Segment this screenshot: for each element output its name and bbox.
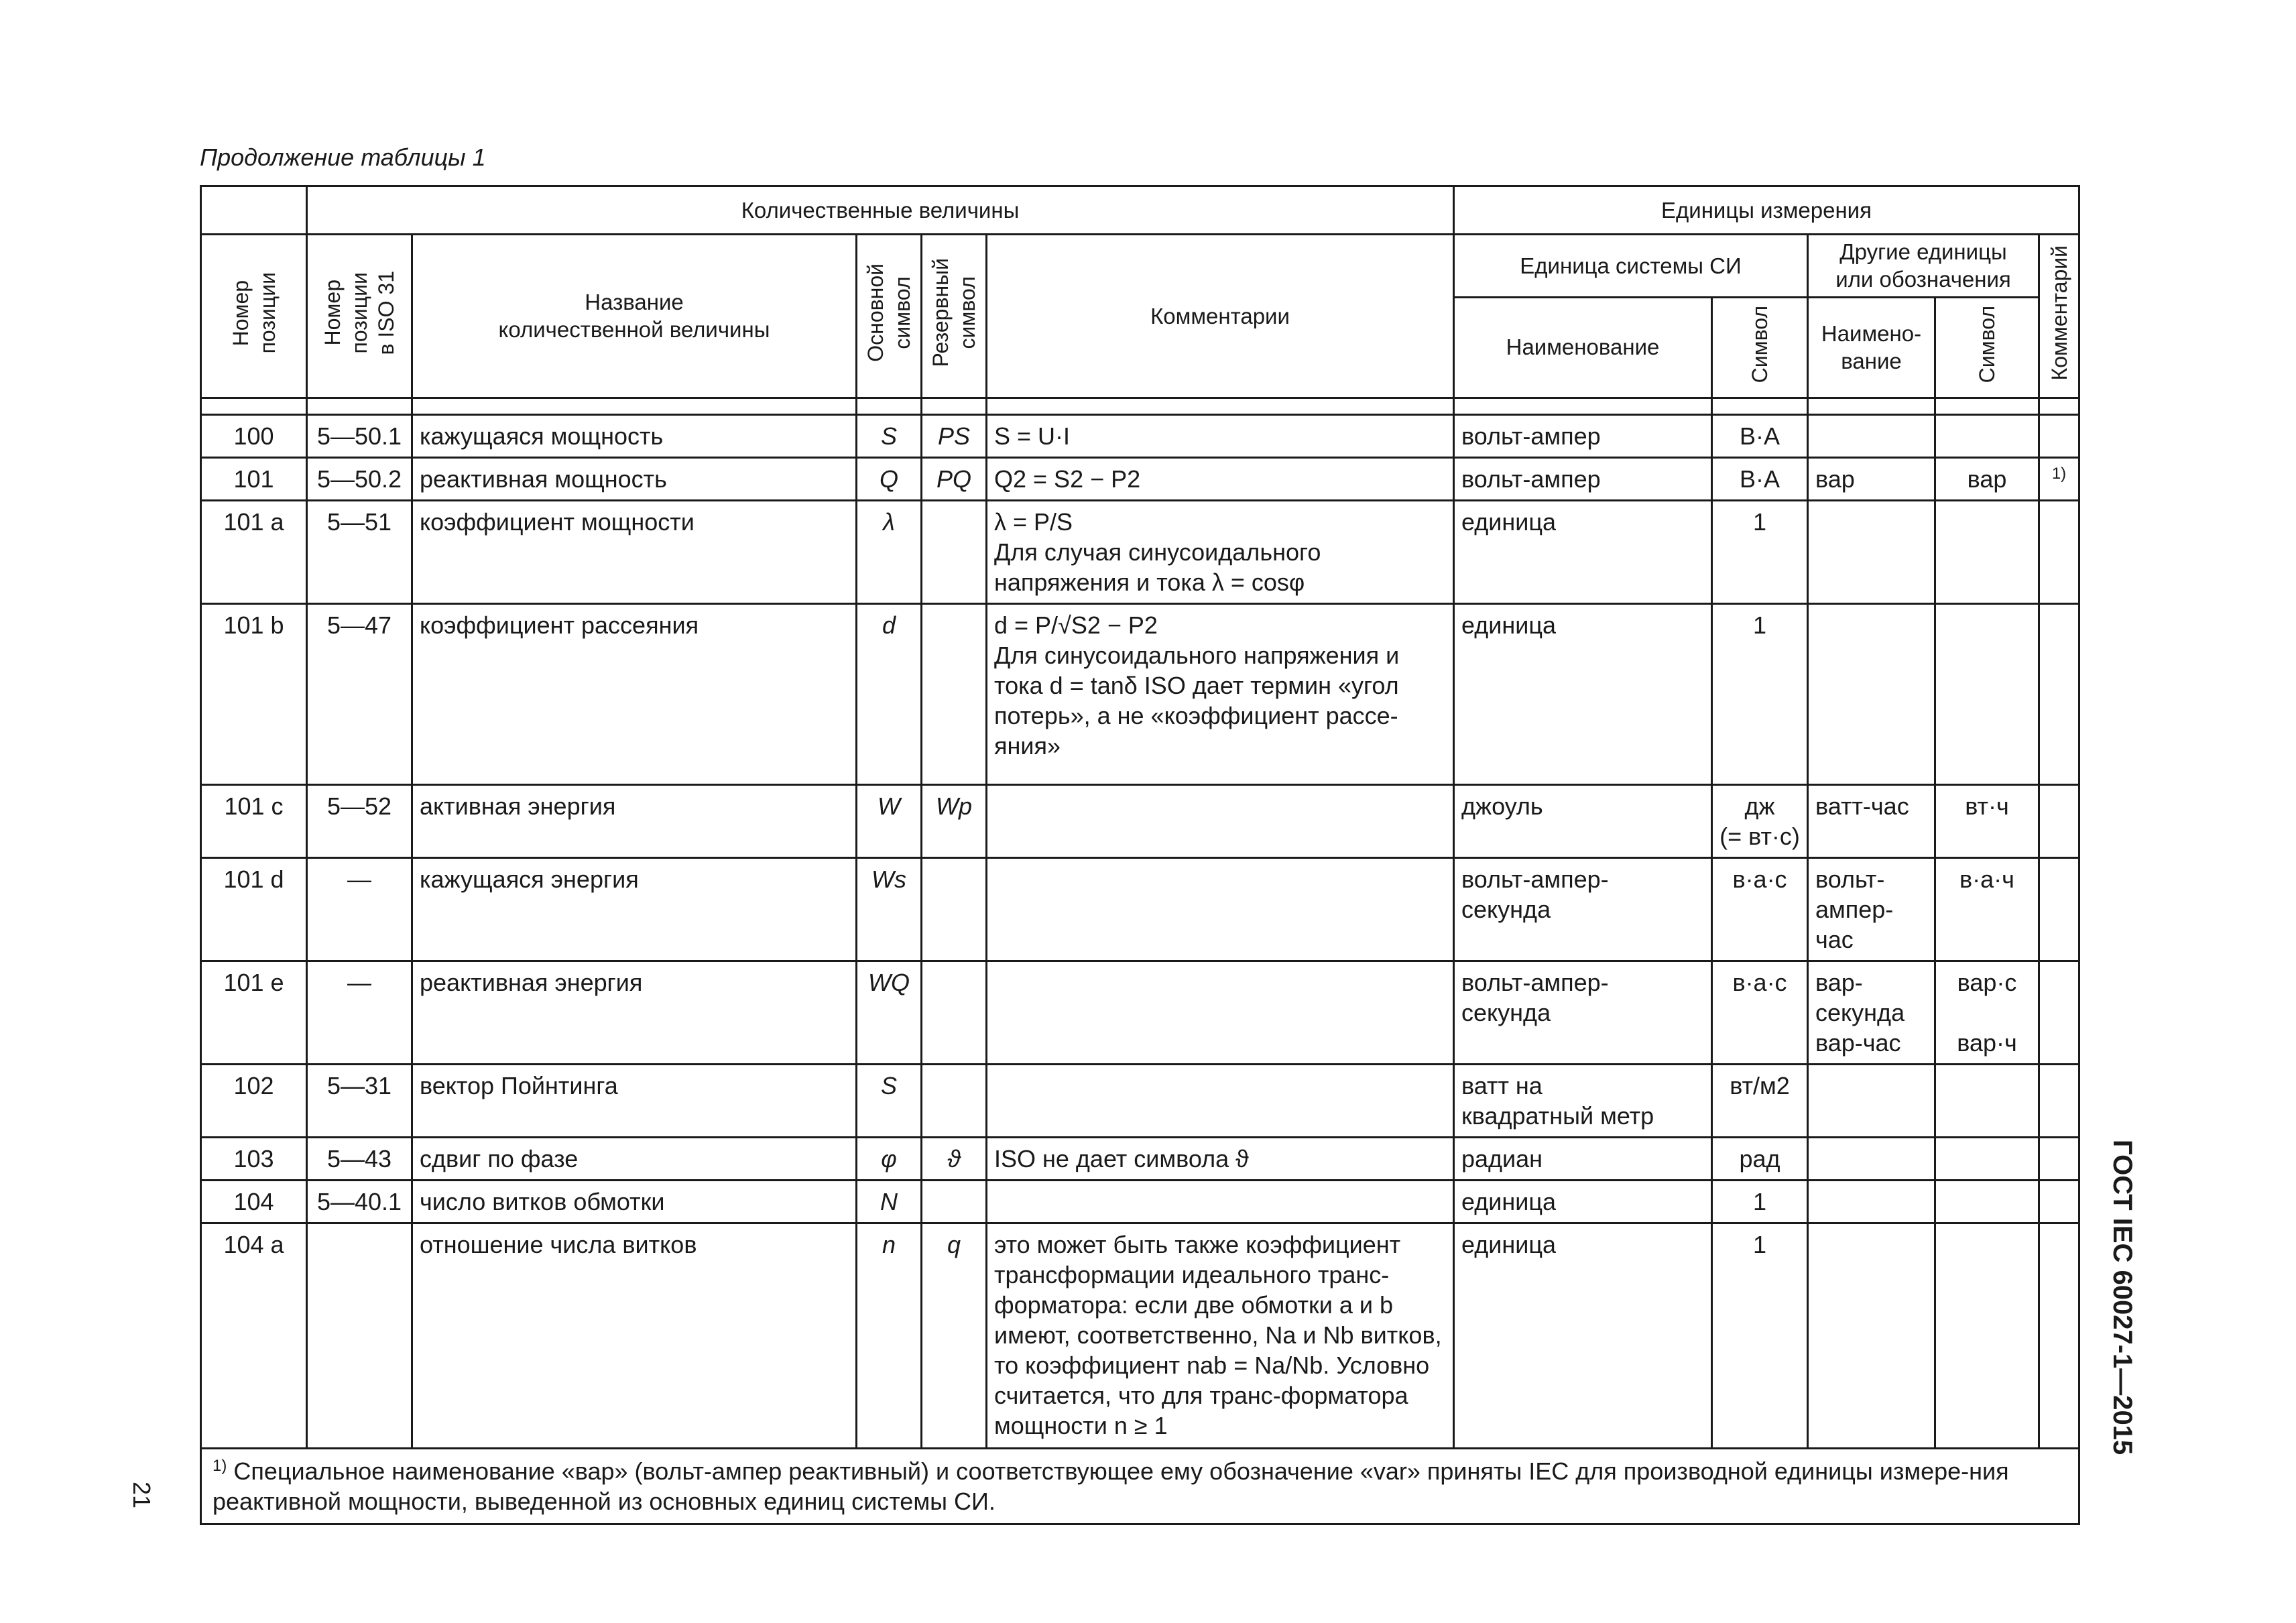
unit-note — [2039, 1180, 2079, 1223]
other-unit-name — [1808, 603, 1935, 784]
other-unit-symbol — [1935, 1180, 2039, 1223]
other-unit-symbol — [1935, 1137, 2039, 1180]
quantity-name: реактивная энергия — [412, 961, 857, 1064]
si-unit-symbol: В·А — [1712, 414, 1808, 457]
si-unit-symbol: вт/м2 — [1712, 1064, 1808, 1137]
reserve-symbol: PS — [922, 414, 987, 457]
table-row — [201, 603, 2079, 784]
header-comments: Комментарии — [987, 235, 1454, 398]
si-unit-symbol: В·А — [1712, 457, 1808, 500]
header-main-symbol: Основной символ — [857, 235, 922, 398]
table-row — [201, 500, 2079, 603]
other-unit-name: вар — [1808, 457, 1935, 500]
reserve-symbol — [922, 603, 987, 784]
reserve-symbol: ϑ — [922, 1137, 987, 1180]
page-number: 21 — [128, 1482, 156, 1509]
other-unit-name — [1808, 1137, 1935, 1180]
other-unit-symbol — [1935, 603, 2039, 784]
unit-note — [2039, 500, 2079, 603]
main-symbol: Q — [857, 457, 922, 500]
comment — [987, 857, 1454, 961]
table-row — [201, 1180, 2079, 1223]
reserve-symbol — [922, 1180, 987, 1223]
header-si-symbol: Символ — [1712, 297, 1808, 398]
footnote-mark: 1) — [213, 1456, 227, 1475]
main-symbol: Ws — [857, 857, 922, 961]
si-unit-name: единица — [1454, 1223, 1712, 1448]
table-row — [201, 961, 2079, 1064]
table-row — [201, 1064, 2079, 1137]
document-title: ГОСТ IEC 60027-1—2015 — [2108, 1140, 2137, 1455]
header-iso-number: Номер позиции в ISO 31 — [307, 235, 412, 398]
si-unit-symbol: 1 — [1712, 500, 1808, 603]
main-symbol: N — [857, 1180, 922, 1223]
main-symbol: S — [857, 414, 922, 457]
comment: S = U·I — [987, 414, 1454, 457]
other-unit-name: ватт-час — [1808, 784, 1935, 857]
iso-number: 5—50.1 — [307, 414, 412, 457]
item-number: 103 — [201, 1137, 307, 1180]
si-unit-symbol: дж (= вт·с) — [1712, 784, 1808, 857]
header-blank — [201, 186, 307, 235]
item-number: 101 a — [201, 500, 307, 603]
item-number: 101 d — [201, 857, 307, 961]
table-row — [201, 857, 2079, 961]
quantity-name: активная энергия — [412, 784, 857, 857]
main-symbol: WQ — [857, 961, 922, 1064]
item-number: 102 — [201, 1064, 307, 1137]
quantity-name: кажущаяся энергия — [412, 857, 857, 961]
si-unit-name: единица — [1454, 603, 1712, 784]
header-reserve-symbol: Резервный символ — [922, 235, 987, 398]
comment: это может быть также коэффициент трансформации идеального транс-форматора: если две обмотки a и b имеют, соответственно, Na и Nb витков, то коэффициент nab = Na/Nb. Условно считается, что для транс-форматора мощности n ≥ 1 — [987, 1223, 1454, 1448]
header-other-units: Другие единицы или обозначения — [1808, 235, 2039, 298]
other-unit-symbol: вар — [1935, 457, 2039, 500]
iso-number: 5—51 — [307, 500, 412, 603]
quantity-name: кажущаяся мощность — [412, 414, 857, 457]
other-unit-name: вар- секунда вар-час — [1808, 961, 1935, 1064]
table-row — [201, 414, 2079, 457]
reserve-symbol — [922, 500, 987, 603]
reserve-symbol: q — [922, 1223, 987, 1448]
other-unit-symbol — [1935, 500, 2039, 603]
quantity-name: коэффициент рассеяния — [412, 603, 857, 784]
quantity-name: реактивная мощность — [412, 457, 857, 500]
footnote — [201, 1448, 2079, 1524]
unit-note — [2039, 1137, 2079, 1180]
units-table — [200, 185, 2080, 1525]
item-number: 100 — [201, 414, 307, 457]
item-number: 101 e — [201, 961, 307, 1064]
unit-note: 1) — [2039, 457, 2079, 500]
header-si-name: Наименование — [1454, 297, 1712, 398]
comment — [987, 961, 1454, 1064]
header-name: Название количественной величины — [412, 235, 857, 398]
iso-number: 5—50.2 — [307, 457, 412, 500]
comment: d = P/√S2 − P2 Для синусоидального напряжения и тока d = tanδ ISO дает термин «угол потерь», а не «коэффициент рассе-яния» — [987, 603, 1454, 784]
main-symbol: d — [857, 603, 922, 784]
si-unit-name: вольт-ампер — [1454, 457, 1712, 500]
header-si-unit: Единица системы СИ — [1454, 235, 1808, 298]
other-unit-name: вольт- ампер- час — [1808, 857, 1935, 961]
comment — [987, 1064, 1454, 1137]
quantity-name: коэффициент мощности — [412, 500, 857, 603]
si-unit-symbol: в·а·с — [1712, 961, 1808, 1064]
si-unit-name: вольт-ампер- секунда — [1454, 857, 1712, 961]
comment — [987, 1180, 1454, 1223]
iso-number: 5—43 — [307, 1137, 412, 1180]
table-body — [201, 414, 2079, 1448]
si-unit-symbol: в·а·с — [1712, 857, 1808, 961]
other-unit-name — [1808, 1223, 1935, 1448]
unit-note — [2039, 961, 2079, 1064]
si-unit-name: ватт на квадратный метр — [1454, 1064, 1712, 1137]
unit-note — [2039, 414, 2079, 457]
unit-note — [2039, 1223, 2079, 1448]
item-number: 101 b — [201, 603, 307, 784]
iso-number: 5—40.1 — [307, 1180, 412, 1223]
iso-number: — — [307, 961, 412, 1064]
si-unit-name: джоуль — [1454, 784, 1712, 857]
si-unit-name: единица — [1454, 500, 1712, 603]
other-unit-symbol: в·а·ч — [1935, 857, 2039, 961]
table-row — [201, 784, 2079, 857]
quantity-name: отношение числа витков — [412, 1223, 857, 1448]
item-number: 104 — [201, 1180, 307, 1223]
reserve-symbol — [922, 1064, 987, 1137]
item-number: 101 — [201, 457, 307, 500]
other-unit-name — [1808, 414, 1935, 457]
header-other-symbol: Символ — [1935, 297, 2039, 398]
other-unit-name — [1808, 1180, 1935, 1223]
main-symbol: λ — [857, 500, 922, 603]
si-unit-symbol: 1 — [1712, 1180, 1808, 1223]
main-symbol: W — [857, 784, 922, 857]
comment: Q2 = S2 − P2 — [987, 457, 1454, 500]
reserve-symbol — [922, 961, 987, 1064]
header-other-name: Наимено- вание — [1808, 297, 1935, 398]
table-caption: Продолжение таблицы 1 — [200, 143, 486, 171]
iso-number: 5—31 — [307, 1064, 412, 1137]
iso-number: 5—52 — [307, 784, 412, 857]
comment: λ = P/S Для случая синусоидального напряжения и тока λ = cosφ — [987, 500, 1454, 603]
iso-number — [307, 1223, 412, 1448]
unit-note — [2039, 603, 2079, 784]
quantity-name: число витков обмотки — [412, 1180, 857, 1223]
item-number: 101 c — [201, 784, 307, 857]
other-unit-symbol — [1935, 414, 2039, 457]
reserve-symbol: Wp — [922, 784, 987, 857]
unit-note — [2039, 784, 2079, 857]
header-unit-comment: Комментарий — [2039, 235, 2079, 398]
header-separator — [201, 398, 2079, 414]
iso-number: 5—47 — [307, 603, 412, 784]
other-unit-name — [1808, 500, 1935, 603]
main-symbol: n — [857, 1223, 922, 1448]
main-symbol: φ — [857, 1137, 922, 1180]
other-unit-name — [1808, 1064, 1935, 1137]
reserve-symbol: PQ — [922, 457, 987, 500]
quantity-name: сдвиг по фазе — [412, 1137, 857, 1180]
si-unit-name: вольт-ампер- секунда — [1454, 961, 1712, 1064]
si-unit-symbol: 1 — [1712, 1223, 1808, 1448]
other-unit-symbol: вт·ч — [1935, 784, 2039, 857]
footnote-text: Специальное наименование «вар» (вольт-ампер реактивный) и соответствующее ему обозначение «var» приняты IEC для производной единицы измере-ния реактивной мощности, выведенной из основных единиц системы СИ. — [213, 1457, 2009, 1515]
table-row — [201, 457, 2079, 500]
si-unit-name: единица — [1454, 1180, 1712, 1223]
item-number: 104 a — [201, 1223, 307, 1448]
main-symbol: S — [857, 1064, 922, 1137]
quantity-name: вектор Пойнтинга — [412, 1064, 857, 1137]
other-unit-symbol — [1935, 1223, 2039, 1448]
si-unit-name: радиан — [1454, 1137, 1712, 1180]
si-unit-symbol: рад — [1712, 1137, 1808, 1180]
header-units: Единицы измерения — [1454, 186, 2079, 235]
header-quantities: Количественные величины — [307, 186, 1454, 235]
si-unit-name: вольт-ампер — [1454, 414, 1712, 457]
comment — [987, 784, 1454, 857]
unit-note — [2039, 1064, 2079, 1137]
other-unit-symbol: вар·с вар·ч — [1935, 961, 2039, 1064]
iso-number: — — [307, 857, 412, 961]
si-unit-symbol: 1 — [1712, 603, 1808, 784]
unit-note — [2039, 857, 2079, 961]
table-row — [201, 1223, 2079, 1448]
other-unit-symbol — [1935, 1064, 2039, 1137]
comment: ISO не дает символа ϑ — [987, 1137, 1454, 1180]
reserve-symbol — [922, 857, 987, 961]
header-item-number: Номер позиции — [201, 235, 307, 398]
table-row — [201, 1137, 2079, 1180]
